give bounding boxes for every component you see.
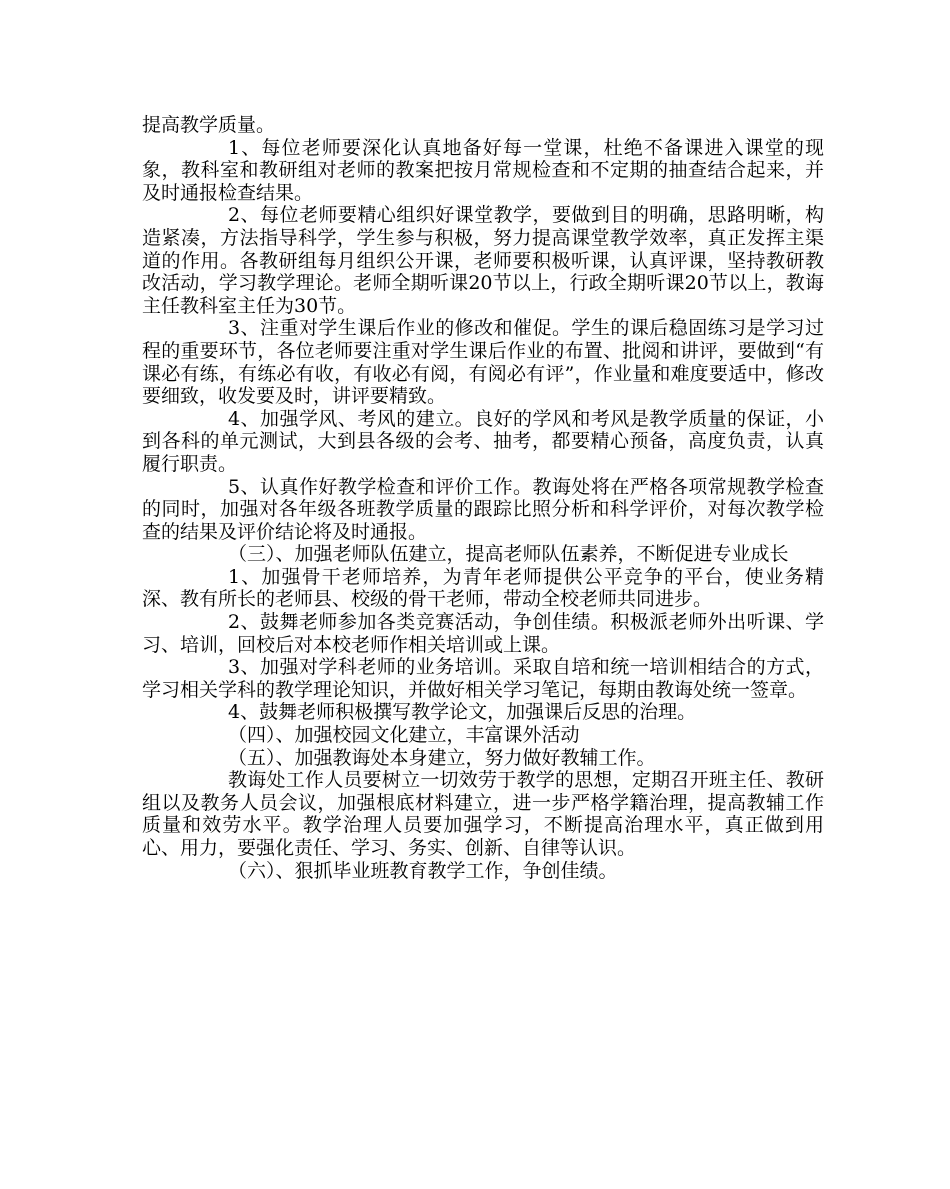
- paragraph-item-3: 3、注重对学生课后作业的修改和催促。学生的课后稳固练习是学习过程的重要环节，各位老师要注重对学生课后作业的布置、批阅和讲评，要做到“有课必有练，有练必有收，有收必有阅，有阅必有评”，作业量和难度要适中，修改要细致，收发要及时，讲评要精致。: [142, 317, 824, 408]
- document-page: [142, 114, 824, 882]
- paragraph-item-2: 2、每位老师要精心组织好课堂教学，要做到目的明确，思路明晰，构造紧凑，方法指导科学，学生参与积极，努力提高课堂教学效率，真正发挥主渠道的作用。各教研组每月组织公开课，老师要积极听课，认真评课，坚持教研教改活动，学习教学理论。老师全期听课20节以上，行政全期听课20节以上，教诲主任教科室主任为30节。: [142, 204, 824, 317]
- paragraph-section5-body: 教诲处工作人员要树立一切效劳于教学的思想，定期召开班主任、教研组以及教务人员会议，加强根底材料建立，进一步严格学籍治理，提高教辅工作质量和效劳水平。教学治理人员要加强学习，不断提高治理水平，真正做到用心、用力，要强化责任、学习、务实、创新、自律等认识。: [142, 769, 824, 859]
- section-heading-3: （三）、加强老师队伍建立，提高老师队伍素养，不断促进专业成长: [228, 543, 789, 566]
- section-heading-6: （六）、狠抓毕业班教育教学工作，争创佳绩。: [228, 859, 618, 882]
- paragraph-item-1: 1、每位老师要深化认真地备好每一堂课，杜绝不备课进入课堂的现象，教科室和教研组对老师的教案把按月常规检查和不定期的抽查结合起来，并及时通报检查结果。: [142, 136, 824, 204]
- paragraph-item-4: 4、加强学风、考风的建立。良好的学风和考风是教学质量的保证，小到各科的单元测试，大到县各级的会考、抽考，都要精心预备，高度负责，认真履行职责。: [142, 407, 824, 475]
- paragraph-section3-item-3: 3、加强对学科老师的业务培训。采取自培和统一培训相结合的方式，学习相关学科的教学理论知识，并做好相关学习笔记，每期由教诲处统一签章。: [142, 656, 824, 701]
- paragraph-intro: 提高教学质量。: [142, 114, 276, 136]
- section-heading-5: （五）、加强教诲处本身建立，努力做好教辅工作。: [228, 746, 656, 769]
- paragraph-section3-item-4: 4、鼓舞老师积极撰写教学论文，加强课后反思的治理。: [228, 701, 697, 724]
- paragraph-section3-item-2: 2、鼓舞老师参加各类竞赛活动，争创佳绩。积极派老师外出听课、学习、培训，回校后对本校老师作相关培训或上课。: [142, 611, 824, 656]
- paragraph-item-5: 5、认真作好教学检查和评价工作。教诲处将在严格各项常规教学检查的同时，加强对各年级各班教学质量的跟踪比照分析和科学评价，对每次教学检查的结果及评价结论将及时通报。: [142, 475, 824, 543]
- section-heading-4: （四）、加强校园文化建立，丰富课外活动: [228, 724, 580, 747]
- paragraph-section3-item-1: 1、加强骨干老师培养，为青年老师提供公平竞争的平台，使业务精深、教有所长的老师县、校级的骨干老师，带动全校老师共同进步。: [142, 565, 824, 611]
